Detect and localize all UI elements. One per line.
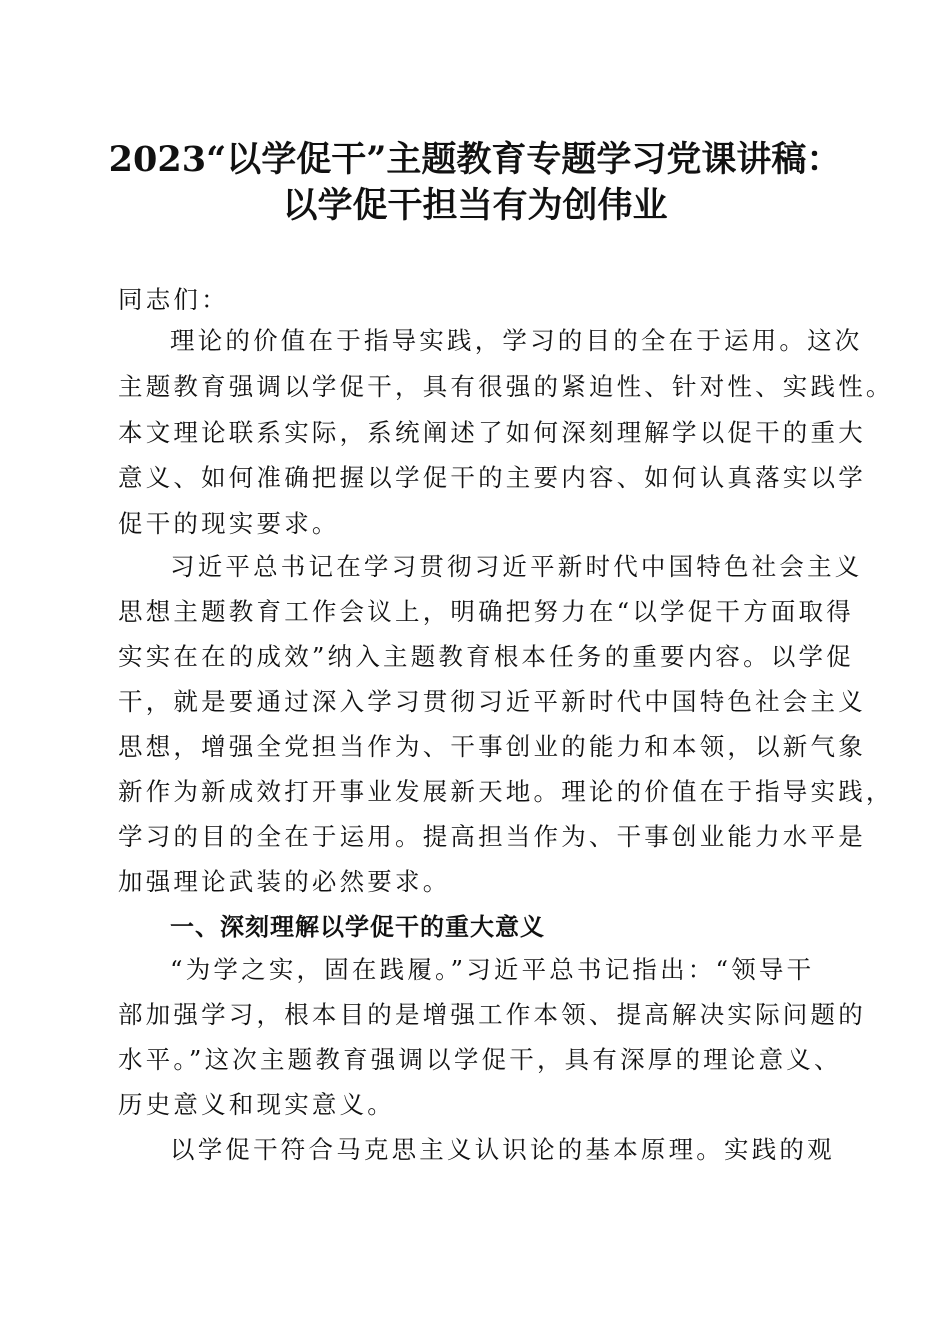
paragraph-3-line: 部加强学习，根本目的是增强工作本领、提高解决实际问题的 xyxy=(118,1000,866,1029)
document-title-line-2: 以学促干担当有为创伟业 xyxy=(282,185,668,226)
paragraph-3-line: 历史意义和现实意义。 xyxy=(118,1090,395,1119)
section-1-heading: 一、深刻理解以学促干的重大意义 xyxy=(170,913,545,941)
paragraph-1-line: 本文理论联系实际，系统阐述了如何深刻理解学以促干的重大 xyxy=(118,418,866,447)
paragraph-2-line: 干，就是要通过深入学习贯彻习近平新时代中国特色社会主义 xyxy=(118,687,866,716)
paragraph-1-line: 主题教育强调以学促干，具有很强的紧迫性、针对性、实践性。 xyxy=(118,372,894,401)
paragraph-1-line: 意义、如何准确把握以学促干的主要内容、如何认真落实以学 xyxy=(118,463,866,492)
paragraph-2-line: 加强理论武装的必然要求。 xyxy=(118,867,451,896)
paragraph-2-line: 学习的目的全在于运用。提高担当作为、干事创业能力水平是 xyxy=(118,822,866,851)
paragraph-4-line: 以学促干符合马克思主义认识论的基本原理。实践的观 xyxy=(170,1135,835,1164)
salutation: 同志们： xyxy=(118,285,229,314)
paragraph-3-line: 水平。”这次主题教育强调以学促干，具有深厚的理论意义、 xyxy=(118,1045,842,1074)
document-title-line-1: 2023“以学促干”主题教育专题学习党课讲稿： xyxy=(108,139,842,180)
paragraph-2-line: 新作为新成效打开事业发展新天地。理论的价值在于指导实践， xyxy=(118,777,894,806)
paragraph-3-line: “为学之实，固在践履。”习近平总书记指出：“领导干 xyxy=(170,955,815,984)
paragraph-2-line: 思想，增强全党担当作为、干事创业的能力和本领，以新气象 xyxy=(118,732,866,761)
paragraph-2-line: 习近平总书记在学习贯彻习近平新时代中国特色社会主义 xyxy=(170,552,863,581)
paragraph-2-line: 思想主题教育工作会议上，明确把努力在“以学促干方面取得 xyxy=(118,597,854,626)
paragraph-1-line: 促干的现实要求。 xyxy=(118,509,340,538)
paragraph-2-line: 实实在在的成效”纳入主题教育根本任务的重要内容。以学促 xyxy=(118,642,854,671)
paragraph-1-line: 理论的价值在于指导实践，学习的目的全在于运用。这次 xyxy=(170,326,863,355)
